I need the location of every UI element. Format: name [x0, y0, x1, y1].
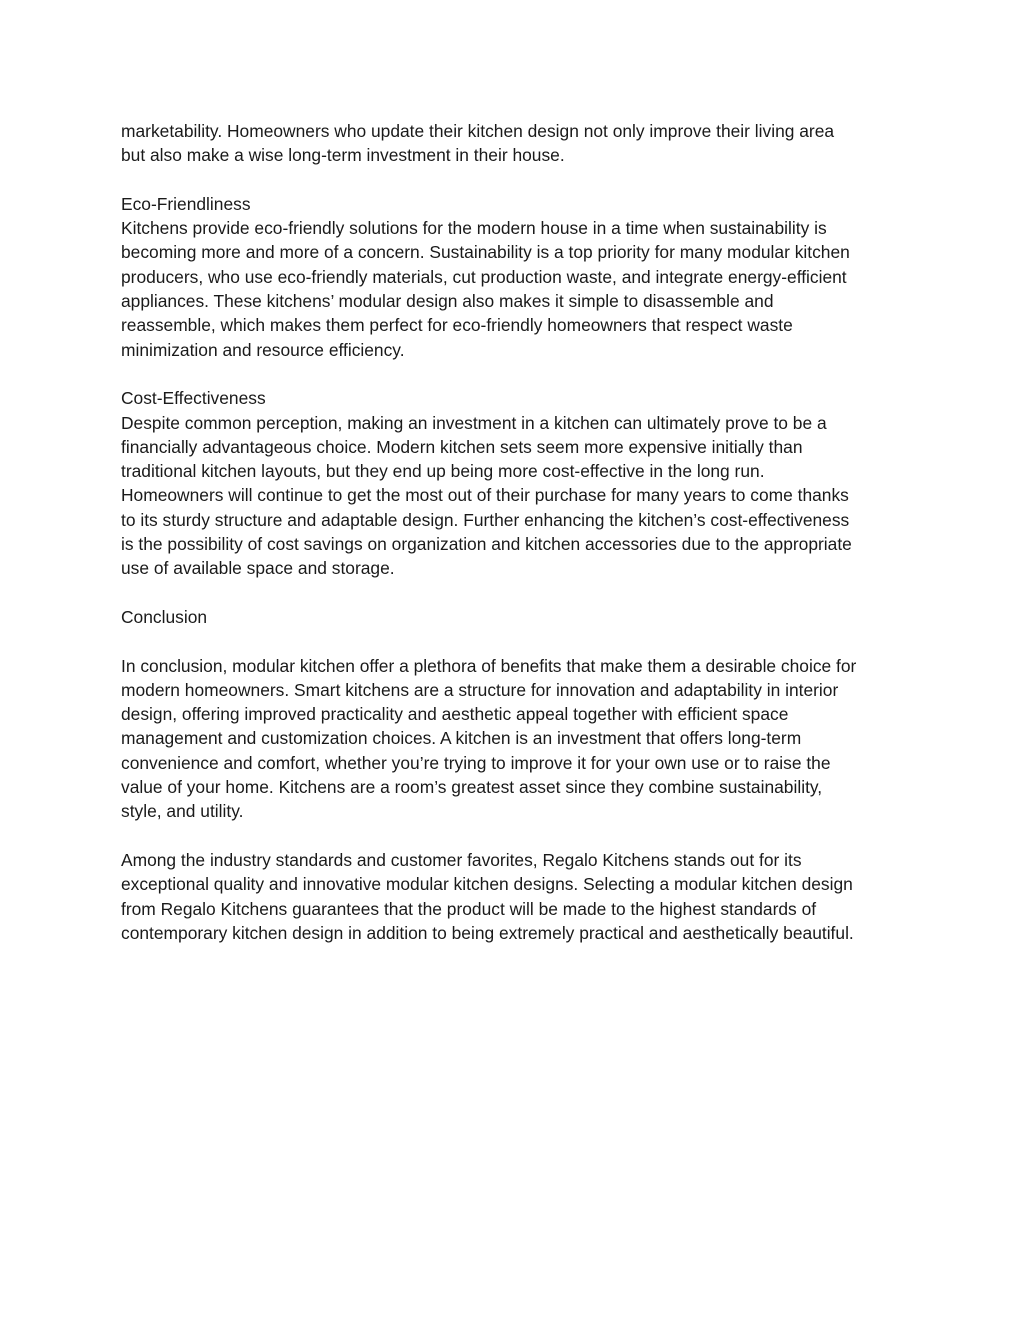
- paragraph-gap: [121, 629, 911, 653]
- conclusion-paragraph: In conclusion, modular kitchen offer a plethora of benefits that make them a desirable choice for modern homeowners. Smart kitchens are a structure for innovation and adaptability in interior design, offering improved practicality and aesthetic appeal together with efficient space management and customization choices. A kitchen is an investment that offers long-term convenience and comfort, whether you’re trying to improve it for your own use or to raise the value of your home. Kitchens are a room’s greatest asset since they combine sustainability, style, and utility.: [121, 655, 857, 822]
- paragraph-gap: [121, 824, 911, 848]
- regalo-kitchens-paragraph: Among the industry standards and customer favorites, Regalo Kitchens stands out for its exceptional quality and innovative modular kitchen designs. Selecting a modular kitchen design from Regalo Kitchens guarantees that the product will be made to the highest standards of contemporary kitchen design in addition to being extremely practical and aesthetically beautiful.: [121, 849, 854, 943]
- paragraph-gap: [121, 362, 911, 386]
- cost-effectiveness-heading: Cost-Effectiveness: [121, 388, 266, 409]
- cost-effectiveness-paragraph: Despite common perception, making an investment in a kitchen can ultimately prove to be a financially advantageous choice. Modern kitchen sets seem more expensive initially than traditional kitchen layouts, but they end up being more cost-effective in the long run. Homeowners will continue to get the most out of their purchase for many years to come thanks to its sturdy structure and adaptable design. Further enhancing the kitchen’s cost-effectiveness is the possibility of cost savings on organization and kitchen accessories due to the appropriate use of available space and storage.: [121, 412, 852, 579]
- paragraph-gap: [121, 581, 911, 605]
- eco-friendliness-heading: Eco-Friendliness: [121, 193, 251, 214]
- conclusion-heading: Conclusion: [121, 606, 208, 627]
- paragraph-gap: [121, 168, 911, 192]
- intro-paragraph: marketability. Homeowners who update their kitchen design not only improve their living area but also make a wise long-term investment in their house.: [121, 121, 835, 166]
- document-page: [121, 119, 911, 945]
- eco-friendliness-paragraph: Kitchens provide eco-friendly solutions for the modern house in a time when sustainability is becoming more and more of a concern. Sustainability is a top priority for many modular kitchen producers, who use eco-friendly materials, cut production waste, and integrate energy-efficient appliances. These kitchens’ modular design also makes it simple to disassemble and reassemble, which makes them perfect for eco-friendly homeowners that respect waste minimization and resource efficiency.: [121, 218, 850, 360]
